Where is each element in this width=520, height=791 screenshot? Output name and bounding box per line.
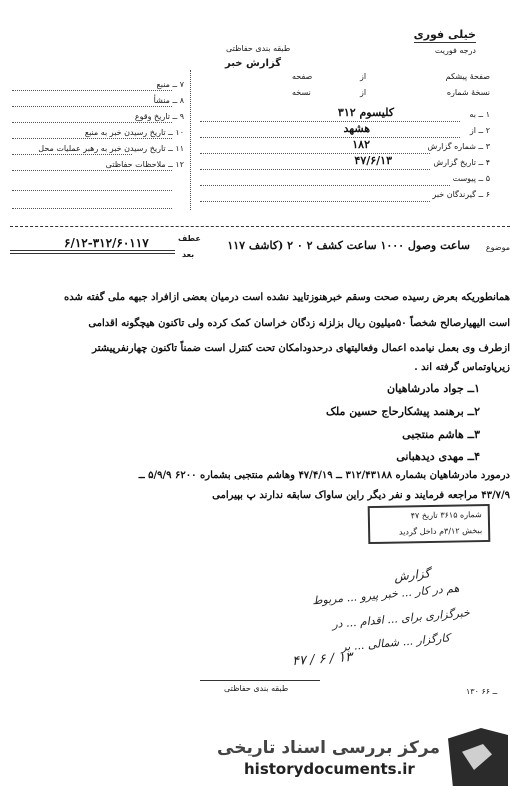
form-right-line <box>200 201 430 202</box>
form-right-label: ۴ ــ تاریخ گزارش <box>433 158 490 167</box>
subject-label: موضوع <box>485 243 510 252</box>
ref-az-label-1: از <box>360 72 367 81</box>
form-right-label: ۶ ــ گیرندگان خبر <box>432 190 490 199</box>
form-right-value: هشهد <box>343 122 370 135</box>
form-right-line <box>200 121 460 122</box>
handwritten-line: هم در کار ... خبر پیرو ... مربوط <box>312 581 461 608</box>
ref-number: ۶/۱۲-۳۱۲/۶۰۱۱۷ <box>64 236 149 250</box>
form-right-line <box>200 153 430 154</box>
list-item: ۱ــ جواد مادرشاهیان <box>386 382 480 395</box>
form-right-value: ۱۸۲ <box>352 138 370 151</box>
body-line: است الیهیارصالح شخصاً ۵۰میلیون ریال بزلزله زدگان خراسان کمک کرده ولی تاکنون هیچگونه اقدامی <box>88 318 510 329</box>
closing-line: ۴۳/۷/۹ مراجعه فرمایند و نفر دیگر راین ساواک سابقه ندارند پ بپیرامی <box>212 490 510 501</box>
ref-underline <box>10 253 175 254</box>
handwritten-line: گزارش <box>393 566 431 584</box>
form-left-label: ۸ ــ منشأ <box>153 96 184 105</box>
footer-divider <box>200 680 320 681</box>
form-left-line <box>12 170 172 171</box>
registration-stamp <box>368 504 491 544</box>
handwritten-date: ۱۳ / ۶ / ۴۷ <box>291 649 353 670</box>
form-right-label: ۱ ــ به <box>469 110 490 119</box>
urgency-label: درجه فوریت <box>434 46 476 55</box>
form-right-value: ۴۷/۶/۱۳ <box>354 154 392 167</box>
form-left-label: ۱۲ ــ ملاحظات حفاظتی <box>105 160 184 169</box>
form-left-line <box>12 208 172 209</box>
ref-page-label: صفحهٔ پیشکم <box>445 72 490 81</box>
ref-safhe-label: صفحه <box>292 72 313 81</box>
form-left-line <box>12 90 172 91</box>
body-line: همانطوریکه بعرض رسیده صحت وسقم خبرهنوزتایید نشده است درمیان بعضی ازافراد جبهه ملی گفته شده <box>64 292 510 303</box>
ref-noskhe-label: نسخه <box>292 88 311 97</box>
form-left-label: ۱۰ ــ تاریخ رسیدن خبر به منبع <box>84 128 184 137</box>
form-right-line <box>200 169 430 170</box>
form-left-line <box>12 190 172 191</box>
body-line: ازطرف وی بعمل نیامده اعمال وفعالیتهای درحدودامکان تحت کنترل است ضمناً تاکنون چهارنفرپیشتر <box>92 343 510 354</box>
watermark-bar <box>0 727 520 791</box>
form-divider <box>190 70 191 210</box>
form-title: گزارش خبر <box>225 58 282 69</box>
ref-copy-label: نسخهٔ شماره <box>446 88 490 97</box>
list-item: ۳ــ هاشم منتجبی <box>402 428 480 441</box>
form-left-label: ۹ ــ تاریخ وقوع <box>134 112 184 121</box>
form-right-label: ۵ ــ پیوست <box>452 174 490 183</box>
form-right-line <box>200 137 460 138</box>
form-right-value: کلیسوم ۳۱۲ <box>337 106 394 119</box>
ref-label-atf: عطف <box>178 234 201 243</box>
closing-line: درمورد مادرشاهیان بشماره ۳۱۲/۴۳۱۸۸ ــ ۴۷/۴/۱۹ وهاشم منتجبی بشماره ۶۲۰۰ ۵/۹/۹ ــ <box>138 470 510 481</box>
form-left-label: ۷ ــ منبع <box>156 80 184 89</box>
stamp-line: شماره ۳۶۱۵ تاریخ ۴۷ <box>410 510 482 521</box>
form-left-line <box>12 154 132 155</box>
ref-az-label-2: از <box>360 88 367 97</box>
stamp-line: ببخش ۳/۱۲م داخل گردید <box>398 526 483 537</box>
classification-label: طبقه بندی حفاظتی <box>226 44 291 53</box>
list-item: ۲ــ برهنمد پیشکارحاج حسین ملک <box>326 405 480 418</box>
section-divider <box>10 226 510 227</box>
list-item: ۴ــ مهدی دیدهبانی <box>396 450 480 463</box>
watermark-site-name: مرکز بررسی اسناد تاریخی <box>217 738 440 758</box>
urgency-text: خیلی فوری <box>413 28 476 41</box>
body-line: زیرپاوتماس گرفته اند . <box>414 362 510 373</box>
form-right-line <box>200 185 450 186</box>
handwritten-line: خبرگزاری برای ... اقدام ... در <box>331 606 471 631</box>
handwritten-line: کارگزار ... شمالی ... بر <box>340 631 451 654</box>
form-left-line <box>12 122 172 123</box>
form-left-label: ۱۱ ــ تاریخ رسیدن خبر به رهبر عملیات محل <box>38 144 184 153</box>
ref-label-baad: بعد <box>182 250 195 259</box>
form-right-label: ۲ ــ از <box>469 126 490 135</box>
footer-code: ۱۳۰ ــ ۶۶ <box>466 687 498 696</box>
footer-classification: طبقه بندی حفاظتی <box>224 684 289 693</box>
form-right-label: ۳ ــ شماره گزارش <box>427 142 490 151</box>
form-left-line <box>12 138 172 139</box>
watermark-site-url: historydocuments.ir <box>244 760 415 778</box>
form-left-line <box>12 106 172 107</box>
subject-text: ساعت وصول ۱۰۰۰ ساعت کشف ۲ ۰ ۲ (کاشف ۱۱۷ <box>227 239 470 252</box>
ref-underline <box>10 250 175 251</box>
